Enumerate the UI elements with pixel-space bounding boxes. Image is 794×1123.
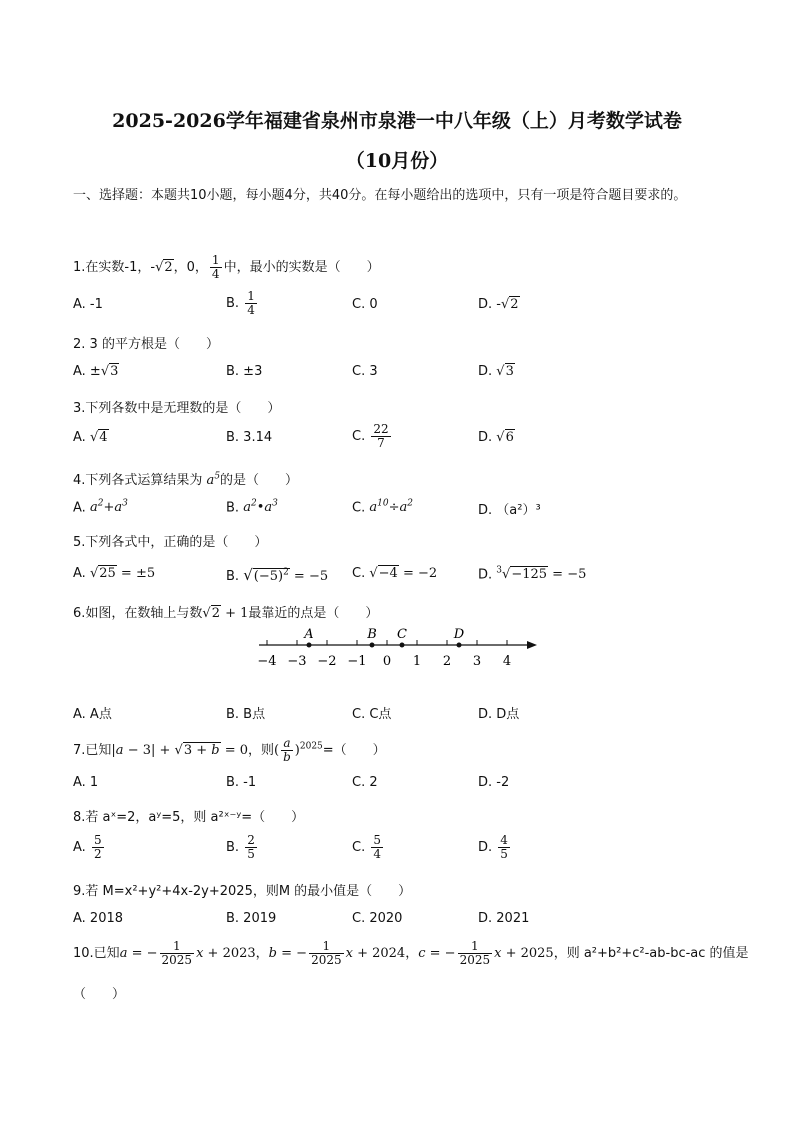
page-subtitle: （10月份）	[345, 150, 449, 172]
number-line-tick-label: 3	[472, 654, 482, 669]
q2-option-d: D. √3	[478, 364, 514, 379]
q1-option-b: B. $\frac{1}{4}$	[226, 289, 255, 317]
q6-option-b: B. B点	[226, 707, 266, 722]
q8-option-d: D. $\frac{4}{5}$	[478, 833, 508, 861]
q9-option-c: C. 2020	[352, 911, 403, 926]
question-10-blank: （ ）	[73, 987, 126, 1002]
question-1: 1.在实数-1，-√2，0， $\frac{1}{4}$ 中，最小的实数是（ ）	[73, 253, 380, 281]
q2-option-a: A. ±√3	[73, 364, 119, 379]
question-2: 2. 3 的平方根是（ ）	[73, 337, 219, 352]
number-line-point-label: A	[304, 627, 314, 642]
question-9: 9.若 M=x²+y²+4x-2y+2025，则M 的最小值是（ ）	[73, 884, 412, 899]
number-line-point-label: C	[397, 627, 407, 642]
question-6: 6.如图，在数轴上与数√2 + 1最靠近的点是（ ）	[73, 606, 379, 621]
q3-option-b: B. 3.14	[226, 430, 273, 445]
q8-option-c: C. $\frac{5}{4}$	[352, 833, 381, 861]
number-line-point-A	[307, 643, 312, 648]
number-line-tick-label: −1	[347, 654, 367, 669]
q8-option-a: A. $\frac{5}{2}$	[73, 833, 102, 861]
number-line-point-C	[400, 643, 405, 648]
question-7: 7.已知|a − 3| + √3 + b = 0，则( $\frac{a}{b}$ )$^{2025}$=（ ）	[73, 736, 386, 764]
question-4: 4.下列各式运算结果为 $a^5$的是（ ）	[73, 471, 299, 488]
number-line-point-label: D	[453, 627, 465, 642]
q6-option-a: A. A点	[73, 707, 112, 722]
question-3: 3.下列各数中是无理数的是（ ）	[73, 401, 281, 416]
q6-option-d: D. D点	[478, 707, 520, 722]
q7-option-c: C. 2	[352, 775, 378, 790]
q2-option-c: C. 3	[352, 364, 378, 379]
q1-option-d: D. -√2	[478, 297, 519, 312]
section-heading: 一、选择题：本题共10小题，每小题4分，共40分。在每小题给出的选项中，只有一项是符合题目要求的。	[73, 188, 687, 203]
q5-option-a: A. √25 = ±5	[73, 566, 156, 581]
q5-option-b: B. $√(-5)^2 = -5$	[226, 566, 329, 584]
number-line-tick-label: −4	[257, 654, 277, 669]
q7-option-a: A. 1	[73, 775, 99, 790]
q3-option-c: C. $\frac{22}{7}$	[352, 422, 389, 450]
number-line-point-D	[457, 643, 462, 648]
number-line	[255, 627, 545, 671]
q4-option-d: D. （a²）³	[478, 503, 541, 518]
q5-option-d: D. $^3$√−125 = −5	[478, 566, 587, 583]
q3-option-a: A. √4	[73, 430, 108, 445]
q8-option-b: B. $\frac{2}{5}$	[226, 833, 255, 861]
q9-option-a: A. 2018	[73, 911, 124, 926]
q3-option-d: D. √6	[478, 430, 514, 445]
question-10: 10.已知a = − $\frac{1}{2025}$ x + 2023，b = − $\frac{1}{2025}$ x + 2024，c = − $\frac{1}{2025}$ x + 2025，则 a²+b²+c²-ab-bc-ac 的值是	[73, 939, 749, 967]
number-line-tick-label: 4	[502, 654, 512, 669]
q6-option-c: C. C点	[352, 707, 392, 722]
number-line-tick-label: 2	[442, 654, 452, 669]
q1-option-a: A. -1	[73, 297, 103, 312]
question-8: 8.若 aˣ=2，aʸ=5，则 a²ˣ⁻ʸ=（ ）	[73, 810, 305, 825]
q4-option-a: A. $a^2+a^3$	[73, 499, 128, 516]
q7-option-d: D. -2	[478, 775, 510, 790]
q9-option-b: B. 2019	[226, 911, 277, 926]
number-line-point-B	[370, 643, 375, 648]
q2-option-b: B. ±3	[226, 364, 263, 379]
page-title: 2025-2026学年福建省泉州市泉港一中八年级（上）月考数学试卷	[112, 110, 682, 132]
q9-option-d: D. 2021	[478, 911, 530, 926]
q5-option-c: C. √−4 = −2	[352, 566, 438, 581]
number-line-arrow	[527, 641, 537, 649]
number-line-tick-label: −2	[317, 654, 337, 669]
q4-option-c: C. $a^{10}\div a^2$	[352, 499, 413, 516]
question-5: 5.下列各式中，正确的是（ ）	[73, 535, 268, 550]
number-line-tick-label: −3	[287, 654, 307, 669]
q7-option-b: B. -1	[226, 775, 257, 790]
number-line-tick-label: 0	[382, 654, 392, 669]
q4-option-b: B. $a^2•a^3$	[226, 499, 278, 516]
q1-option-c: C. 0	[352, 297, 378, 312]
number-line-point-label: B	[367, 627, 377, 642]
number-line-tick-label: 1	[412, 654, 422, 669]
